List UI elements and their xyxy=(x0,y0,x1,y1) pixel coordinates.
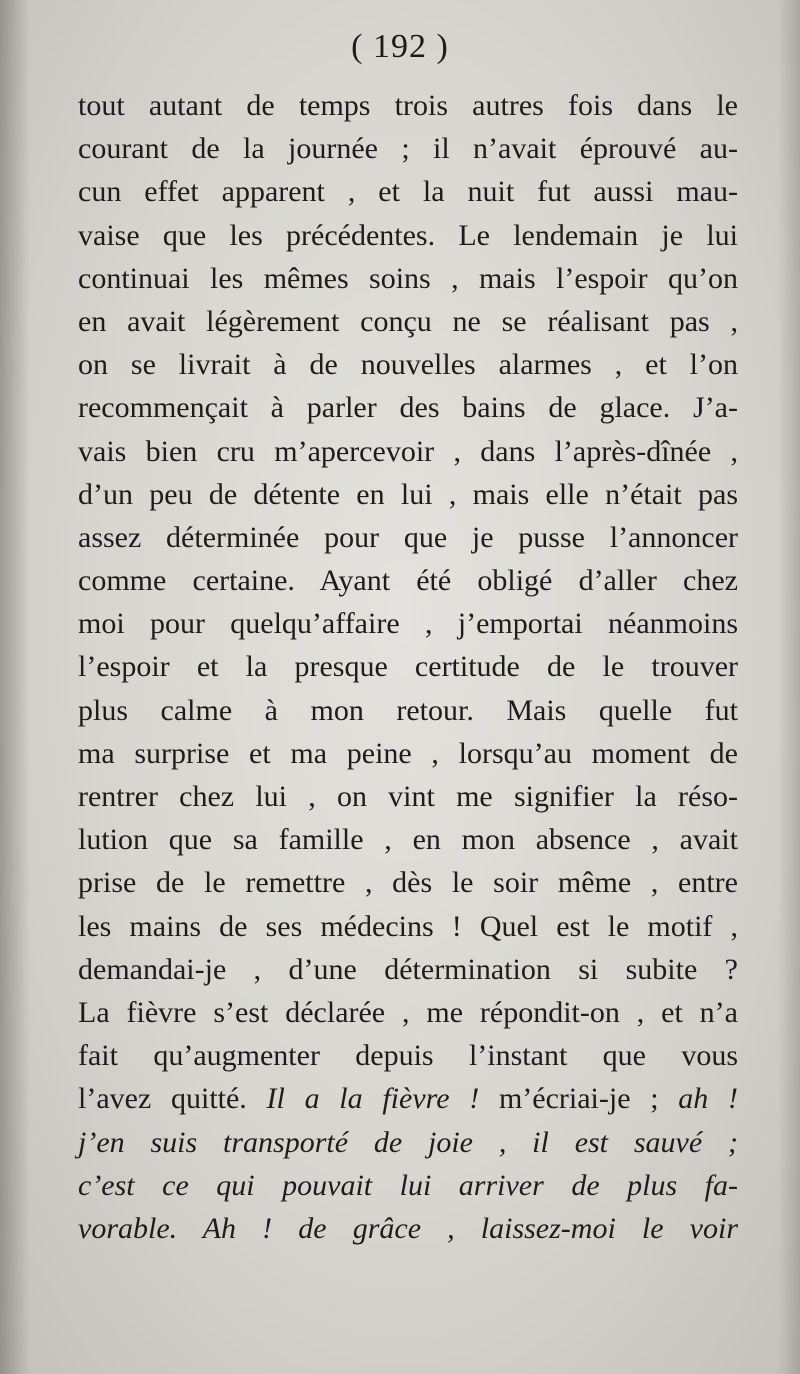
text-line-mixed xyxy=(78,1077,738,1120)
text-line: recommençait à parler des bains de glace. J’a- xyxy=(78,391,738,425)
text-line: courant de la journée ; il n’avait éprouvé au- xyxy=(78,132,738,166)
text-line: continuai les mêmes soins , mais l’espoir qu’on xyxy=(78,261,738,295)
body-text xyxy=(78,84,738,1250)
text-line: tout autant de temps trois autres fois dans le xyxy=(78,89,738,122)
text-line: vaise que les précédentes. Le lendemain je lui xyxy=(78,218,738,252)
text-line: vais bien cru m’apercevoir , dans l’après-dînée , xyxy=(78,434,738,468)
text-line: on se livrait à de nouvelles alarmes , et l’on xyxy=(78,348,738,382)
page-edge-shadow xyxy=(778,0,800,1374)
text-line-italic: c’est ce qui pouvait lui arriver de plus fa- xyxy=(78,1168,738,1202)
text-line: La fièvre s’est déclarée , me répondit-on , et n’a xyxy=(78,995,738,1029)
text-line: fait qu’augmenter depuis l’instant que vous xyxy=(78,1039,738,1073)
text-line: moi pour quelqu’affaire , j’emportai néanmoins xyxy=(78,607,738,641)
text-line: assez déterminée pour que je pusse l’annoncer xyxy=(78,520,738,554)
text-line: d’un peu de détente en lui , mais elle n’était pas xyxy=(78,477,738,511)
text-line-italic: vorable. Ah ! de grâce , laissez-moi le voir xyxy=(78,1211,738,1245)
text-line: rentrer chez lui , on vint me signifier la réso- xyxy=(78,780,738,813)
italic-segment: Il a la fièvre ! xyxy=(266,1082,480,1116)
text-line: ma surprise et ma peine , lorsqu’au moment de xyxy=(78,736,738,770)
text-line: en avait légèrement conçu ne se réalisant pas , xyxy=(78,304,738,338)
text-line: les mains de ses médecins ! Quel est le motif , xyxy=(78,909,738,943)
text-segment: m’écriai-je ; xyxy=(479,1082,679,1116)
text-line: prise de le remettre , dès le soir même , entre xyxy=(78,866,738,900)
text-line: plus calme à mon retour. Mais quelle fut xyxy=(78,693,738,727)
text-line: l’espoir et la presque certitude de le trouver xyxy=(78,650,738,684)
text-line: comme certaine. Ayant été obligé d’aller chez xyxy=(78,564,738,598)
gutter-shadow xyxy=(0,0,30,1374)
page-number: ( 192 ) xyxy=(351,28,449,65)
italic-segment: ah ! xyxy=(678,1082,739,1116)
text-line: cun effet apparent , et la nuit fut aussi mau- xyxy=(78,175,738,209)
text-line: demandai-je , d’une détermination si subite ? xyxy=(78,952,738,986)
text-line: lution que sa famille , en mon absence , avait xyxy=(78,823,738,857)
text-segment: l’avez quitté. xyxy=(78,1082,267,1116)
text-line-italic: j’en suis transporté de joie , il est sauvé ; xyxy=(78,1125,738,1159)
